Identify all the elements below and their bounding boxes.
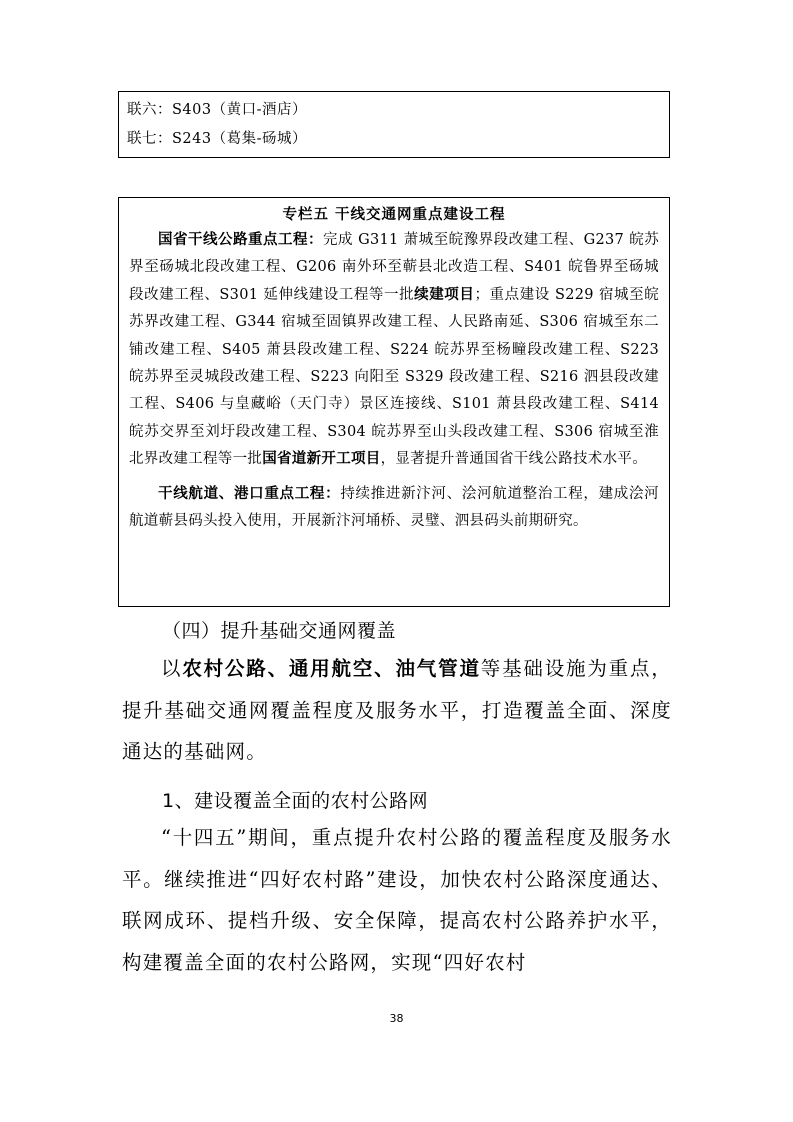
waterway-projects-label: 干线航道、港口重点工程： [158, 485, 341, 502]
waterway-text: 持续推进新汴河、浍河航道整治工程，建成浍河航道蕲县码头投入使用，开展新汴河埇桥、灵璧、泗县码头前期研究。 [129, 485, 659, 530]
intro-suffix: 等基础设施为重点，提升基础交通网覆盖程度及服务水平，打造覆盖全面、深度通达的基础网。 [122, 657, 672, 763]
section-intro-paragraph [122, 648, 672, 773]
column-title: 专栏五 干线交通网重点建设工程 [282, 207, 506, 223]
highway-projects-label: 国省干线公路重点工程： [158, 232, 323, 248]
highway-projects-paragraph [129, 227, 659, 474]
feature-column-box [118, 197, 670, 607]
page-number: 38 [389, 1012, 404, 1025]
highway-text-c: ，显著提升普通国省干线公路技术水平。 [380, 451, 648, 468]
subsection-heading: 1、建设覆盖全面的农村公路网 [162, 790, 429, 812]
intro-emphasis: 农村公路、通用航空、油气管道 [182, 657, 481, 680]
route-line-6: 联六：S403（黄口-酒店） [127, 102, 308, 118]
subsection-body-paragraph: “十四五”期间，重点提升农村公路的覆盖程度及服务水平。继续推进“四好农村路”建设，加快农村公路深度通达、联网成环、提档升级、安全保障，提高农村公路养护水平，构建覆盖全面的农村公路网，实现“四好农村 [122, 826, 672, 974]
ongoing-projects-label: 续建项目 [414, 286, 475, 303]
intro-prefix: 以 [161, 657, 183, 680]
waterway-projects-paragraph [129, 481, 659, 536]
new-projects-label: 国省道新开工项目 [262, 451, 381, 468]
continued-route-table [118, 91, 670, 158]
highway-text-a: 完成 G311 萧城至皖豫界段改建工程、G237 皖苏界至砀城北段改建工程、G206 南外环至蕲县北改造工程、S401 皖鲁界至砀城段改建工程、S301 延伸线建设工程等一批 [129, 232, 659, 303]
section-heading: （四）提升基础交通网覆盖 [162, 620, 397, 642]
route-line-7: 联七：S243（葛集-砀城） [127, 131, 308, 147]
highway-text-b: ；重点建设 S229 宿城至皖苏界改建工程、G344 宿城至固镇界改建工程、人民路南延、S306 宿城至东二铺改建工程、S405 萧县段改建工程、S224 皖苏界至杨疃段改建工程、S223 皖苏界至灵城段改建工程、S223 向阳至 S329 段改建工程、S216 泗县段改建工程、S406 与皇藏峪（天门寺）景区连接线、S101 萧县段改建工程、S414 皖苏交界至刘圩段改建工程、S304 皖苏界至山头段改建工程、S306 宿城至淮北界改建工程等一批 [129, 286, 660, 468]
